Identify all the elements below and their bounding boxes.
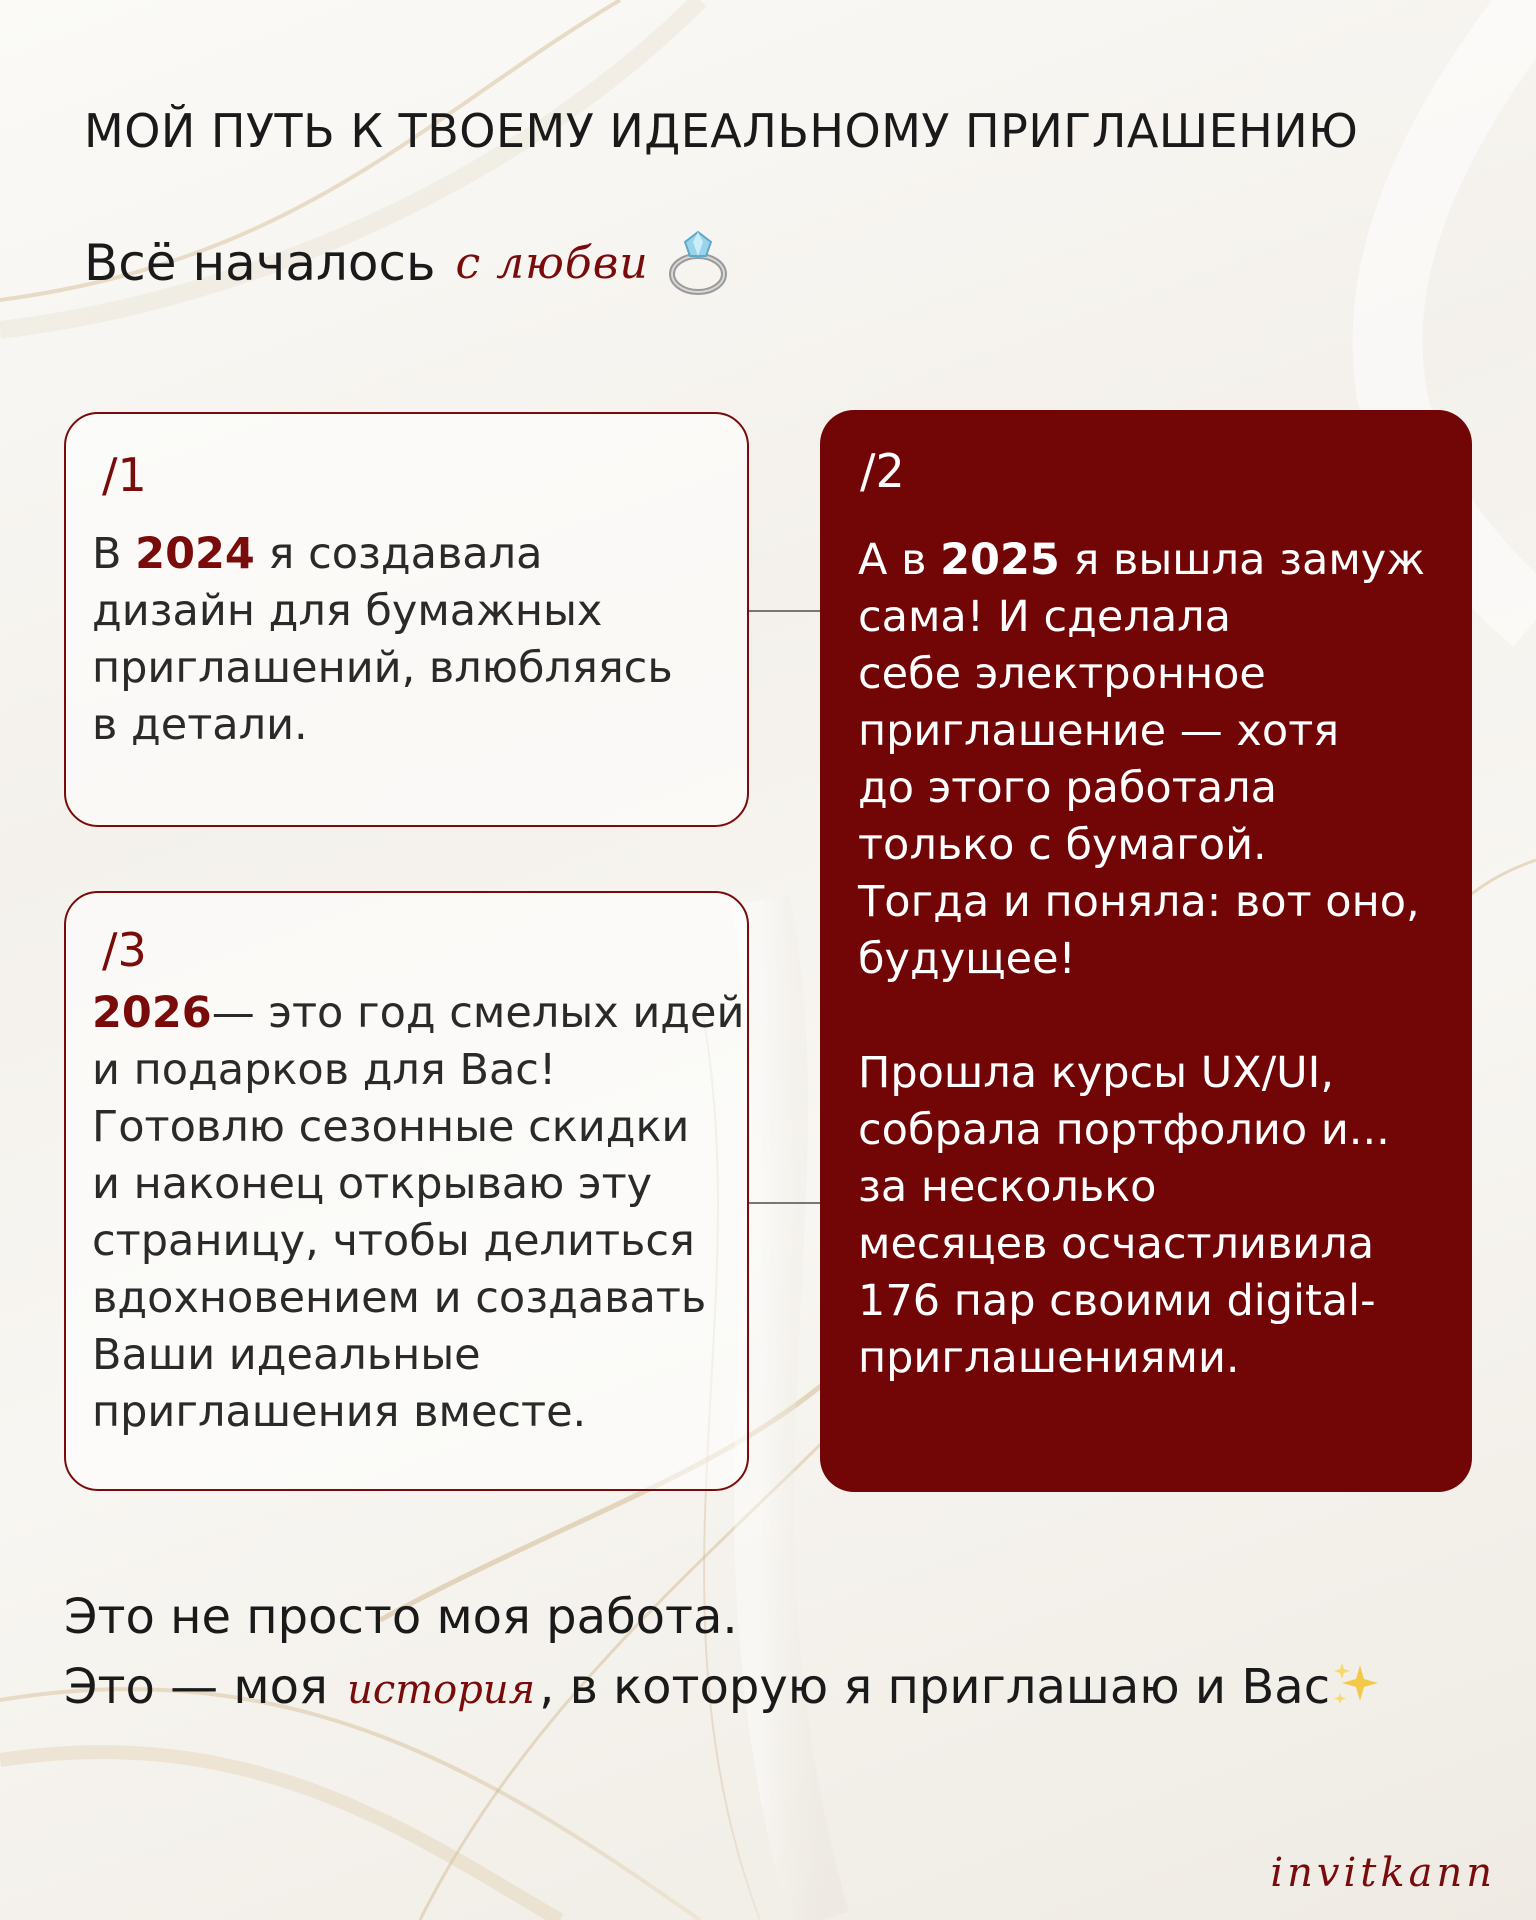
footer-line-2-start: Это — моя <box>64 1659 328 1715</box>
card-text-line: приглашений, влюбляясь <box>92 643 673 693</box>
timeline-card-2 <box>820 410 1472 1492</box>
timeline-card-1 <box>64 412 749 827</box>
card-text-line: только с бумагой. <box>858 820 1267 870</box>
card-year: 2025 <box>940 535 1060 585</box>
timeline-card-3 <box>64 891 749 1491</box>
card-text-spacer <box>858 988 1452 1045</box>
card-text-line: до этого работала <box>858 763 1277 813</box>
card-year: 2024 <box>135 529 255 579</box>
card-number: /1 <box>102 448 147 502</box>
connector-line <box>749 610 820 612</box>
card-text <box>92 985 745 1441</box>
footer-text <box>64 1582 1380 1725</box>
card-year: 2026 <box>92 988 212 1038</box>
card-text-line: страницу, чтобы делиться <box>92 1216 695 1266</box>
card-text-line: сама! И сделала <box>858 592 1232 642</box>
card-number: /2 <box>860 444 905 498</box>
card-text-line: Ваши идеальные <box>92 1330 481 1380</box>
card-number: /3 <box>102 923 147 977</box>
card-text-line: месяцев осчастливила <box>858 1219 1375 1269</box>
card-prefix: А в <box>858 535 941 585</box>
card-text-line: Готовлю сезонные скидки <box>92 1102 690 1152</box>
card-text-line: в детали. <box>92 700 308 750</box>
card-text-line: приглашениями. <box>858 1333 1240 1383</box>
subtitle-script: с любви <box>455 237 649 289</box>
card-text-line: себе электронное <box>858 649 1266 699</box>
subtitle <box>84 228 733 298</box>
ring-icon <box>663 228 733 298</box>
card-text <box>92 526 727 754</box>
card-text-line: и подарков для Вас! <box>92 1045 557 1095</box>
card-line: я вышла замуж <box>1059 535 1425 585</box>
card-text-line <box>92 985 745 1042</box>
subtitle-text: Всё началось <box>84 234 436 292</box>
card-prefix: В <box>92 529 136 579</box>
sparkle-icon <box>1330 1659 1380 1709</box>
card-line: я создавала <box>254 529 543 579</box>
brand-signature: invitkann <box>1270 1850 1496 1896</box>
card-text-line <box>92 526 727 583</box>
card-text-line <box>858 532 1452 589</box>
card-text-line: за несколько <box>858 1162 1157 1212</box>
card-text-line: дизайн для бумажных <box>92 586 603 636</box>
card-text <box>858 532 1452 1387</box>
footer-line-1: Это не просто моя работа. <box>64 1589 738 1645</box>
footer-script-word: история <box>347 1667 536 1713</box>
card-text-line: приглашения вместе. <box>92 1387 587 1437</box>
card-text-line: будущее! <box>858 934 1076 984</box>
card-text-line: собрала портфолио и... <box>858 1105 1390 1155</box>
footer-line-2 <box>64 1652 1380 1725</box>
connector-line <box>749 1202 820 1204</box>
card-text-line: Тогда и поняла: вот оно, <box>858 877 1420 927</box>
card-text-line: вдохновением и создавать <box>92 1273 707 1323</box>
card-line: — это год смелых идей <box>211 988 745 1038</box>
card-text-line: и наконец открываю эту <box>92 1159 653 1209</box>
footer-line-2-end: , в которую я приглашаю и Вас <box>539 1659 1331 1715</box>
card-text-line: приглашение — хотя <box>858 706 1340 756</box>
page-title: МОЙ ПУТЬ К ТВОЕМУ ИДЕАЛЬНОМУ ПРИГЛАШЕНИЮ <box>84 104 1359 158</box>
card-text-line: 176 пар своими digital- <box>858 1276 1376 1326</box>
card-text-line: Прошла курсы UX/UI, <box>858 1048 1335 1098</box>
